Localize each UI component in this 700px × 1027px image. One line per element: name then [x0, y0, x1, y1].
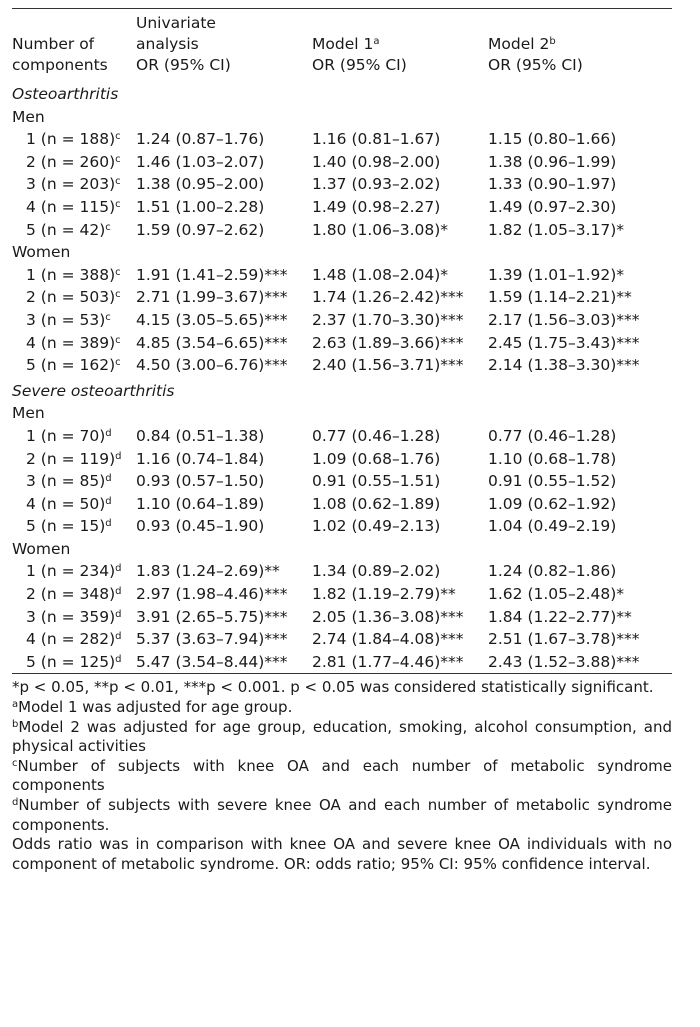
model-2-cell: 2.43 (1.52–3.88)***	[488, 652, 640, 671]
header-number-of-components: Number of components	[12, 35, 108, 74]
model-1-cell: 1.82 (1.19–2.79)**	[312, 585, 456, 604]
components-cell: 4 (n = 115)$^c$	[26, 197, 121, 216]
table-row	[12, 219, 672, 242]
model-1-cell: 1.08 (0.62–1.89)	[312, 494, 441, 513]
table-row	[12, 470, 672, 493]
univariate-cell: 1.38 (0.95–2.00)	[136, 175, 265, 194]
model-1-cell: 1.34 (0.89–2.02)	[312, 562, 441, 581]
header-row	[12, 9, 672, 80]
model-2-cell: 1.59 (1.14–2.21)**	[488, 288, 632, 307]
model-2-cell: 1.62 (1.05–2.48)*	[488, 585, 625, 604]
components-cell: 4 (n = 50)$^d$	[26, 494, 112, 513]
univariate-cell: 4.50 (3.00–6.76)***	[136, 356, 288, 375]
univariate-cell: 1.83 (1.24–2.69)**	[136, 562, 280, 581]
model-2-cell: 1.15 (0.80–1.66)	[488, 130, 617, 149]
model-2-cell: 1.33 (0.90–1.97)	[488, 175, 617, 194]
model-1-cell: 1.49 (0.98–2.27)	[312, 197, 441, 216]
model-1-cell: 1.48 (1.08–2.04)*	[312, 265, 449, 284]
footnote-a: $^a$Model 1 was adjusted for age group.	[12, 698, 293, 717]
model-1-cell: 2.40 (1.56–3.71)***	[312, 356, 464, 375]
table-row	[12, 425, 672, 448]
model-1-cell: 1.02 (0.49–2.13)	[312, 517, 441, 536]
group-row	[12, 106, 672, 129]
components-cell: 5 (n = 42)$^c$	[26, 220, 111, 239]
model-1-cell: 1.80 (1.06–3.08)*	[312, 220, 449, 239]
univariate-cell: 1.51 (1.00–2.28)	[136, 197, 265, 216]
univariate-cell: 5.37 (3.63–7.94)***	[136, 630, 288, 649]
section-row	[12, 80, 672, 106]
components-cell: 2 (n = 503)$^c$	[26, 288, 121, 307]
model-1-cell: 2.37 (1.70–3.30)***	[312, 310, 464, 329]
table-row	[12, 173, 672, 196]
table-row	[12, 448, 672, 471]
table-row	[12, 151, 672, 174]
components-cell: 3 (n = 359)$^d$	[26, 607, 122, 626]
model-2-cell: 2.17 (1.56–3.03)***	[488, 310, 640, 329]
model-1-cell: 0.91 (0.55–1.51)	[312, 472, 441, 491]
model-1-cell: 2.74 (1.84–4.08)***	[312, 630, 464, 649]
table-row	[12, 493, 672, 516]
model-1-cell: 1.40 (0.98–2.00)	[312, 152, 441, 171]
univariate-cell: 0.93 (0.57–1.50)	[136, 472, 265, 491]
header-model-2: Model 2$^b$ OR (95% CI)	[488, 35, 583, 74]
components-cell: 5 (n = 125)$^d$	[26, 652, 122, 671]
footnotes	[12, 678, 672, 874]
model-1-cell: 1.74 (1.26–2.42)***	[312, 288, 464, 307]
components-cell: 2 (n = 260)$^c$	[26, 152, 121, 171]
table-row	[12, 606, 672, 629]
table-row	[12, 354, 672, 377]
univariate-cell: 0.93 (0.45–1.90)	[136, 517, 265, 536]
footnote-b: $^b$Model 2 was adjusted for age group, education, smoking, alcohol consumption, and physical activities	[12, 717, 672, 756]
components-cell: 1 (n = 188)$^c$	[26, 130, 121, 149]
univariate-cell: 2.97 (1.98–4.46)***	[136, 585, 288, 604]
table-row	[12, 651, 672, 674]
univariate-cell: 5.47 (3.54–8.44)***	[136, 652, 288, 671]
model-2-cell: 2.51 (1.67–3.78)***	[488, 630, 640, 649]
components-cell: 1 (n = 388)$^c$	[26, 265, 121, 284]
table-container	[12, 0, 672, 874]
univariate-cell: 1.24 (0.87–1.76)	[136, 130, 265, 149]
table-row	[12, 264, 672, 287]
model-2-cell: 1.49 (0.97–2.30)	[488, 197, 617, 216]
model-2-cell: 2.45 (1.75–3.43)***	[488, 333, 640, 352]
odds-ratio-table	[12, 9, 672, 673]
model-2-cell: 1.39 (1.01–1.92)*	[488, 265, 625, 284]
univariate-cell: 4.85 (3.54–6.65)***	[136, 333, 288, 352]
footnote-d: $^d$Number of subjects with severe knee OA and each number of metabolic syndrome components.	[12, 796, 672, 834]
group-label: Men	[12, 404, 45, 423]
header-model-1: Model 1$^a$ OR (95% CI)	[312, 35, 407, 74]
components-cell: 3 (n = 203)$^c$	[26, 175, 121, 194]
model-2-cell: 1.10 (0.68–1.78)	[488, 449, 617, 468]
model-2-cell: 0.77 (0.46–1.28)	[488, 426, 617, 445]
components-cell: 3 (n = 85)$^d$	[26, 472, 112, 491]
group-row	[12, 241, 672, 264]
model-1-cell: 1.16 (0.81–1.67)	[312, 130, 441, 149]
model-2-cell: 1.38 (0.96–1.99)	[488, 152, 617, 171]
model-2-cell: 1.04 (0.49–2.19)	[488, 517, 617, 536]
univariate-cell: 4.15 (3.05–5.65)***	[136, 310, 288, 329]
footnote-significance: *p < 0.05, **p < 0.01, ***p < 0.001. p < 0.05 was considered statistically significant.	[12, 678, 654, 697]
univariate-cell: 0.84 (0.51–1.38)	[136, 426, 265, 445]
components-cell: 4 (n = 282)$^d$	[26, 630, 122, 649]
model-1-cell: 2.05 (1.36–3.08)***	[312, 607, 464, 626]
univariate-cell: 1.59 (0.97–2.62)	[136, 220, 265, 239]
group-row	[12, 538, 672, 561]
table-row	[12, 286, 672, 309]
components-cell: 1 (n = 70)$^d$	[26, 426, 112, 445]
univariate-cell: 1.16 (0.74–1.84)	[136, 449, 265, 468]
footnote-c: $^c$Number of subjects with knee OA and each number of metabolic syndrome components	[12, 756, 672, 795]
univariate-cell: 1.46 (1.03–2.07)	[136, 152, 265, 171]
univariate-cell: 3.91 (2.65–5.75)***	[136, 607, 288, 626]
header-univariate: Univariate analysis OR (95% CI)	[136, 14, 231, 74]
section-title: Osteoarthritis	[12, 85, 119, 103]
components-cell: 2 (n = 119)$^d$	[26, 449, 122, 468]
group-row	[12, 402, 672, 425]
table-row	[12, 628, 672, 651]
model-1-cell: 0.77 (0.46–1.28)	[312, 426, 441, 445]
footnote-note: Odds ratio was in comparison with knee OA and severe knee OA individuals with no component of metabolic syndrome. OR: odds ratio; 95% CI: 95% confidence interval.	[12, 835, 672, 873]
model-1-cell: 1.37 (0.93–2.02)	[312, 175, 441, 194]
model-1-cell: 2.63 (1.89–3.66)***	[312, 333, 464, 352]
model-2-cell: 0.91 (0.55–1.52)	[488, 472, 617, 491]
table-body	[12, 80, 672, 673]
group-label: Men	[12, 107, 45, 126]
univariate-cell: 1.10 (0.64–1.89)	[136, 494, 265, 513]
table-row	[12, 515, 672, 538]
components-cell: 5 (n = 15)$^d$	[26, 517, 112, 536]
model-2-cell: 1.24 (0.82–1.86)	[488, 562, 617, 581]
section-row	[12, 377, 672, 403]
components-cell: 3 (n = 53)$^c$	[26, 310, 111, 329]
model-1-cell: 1.09 (0.68–1.76)	[312, 449, 441, 468]
table-row	[12, 128, 672, 151]
table-row	[12, 332, 672, 355]
table-row	[12, 196, 672, 219]
univariate-cell: 2.71 (1.99–3.67)***	[136, 288, 288, 307]
model-2-cell: 1.09 (0.62–1.92)	[488, 494, 617, 513]
model-2-cell: 1.82 (1.05–3.17)*	[488, 220, 625, 239]
model-1-cell: 2.81 (1.77–4.46)***	[312, 652, 464, 671]
group-label: Women	[12, 539, 71, 558]
components-cell: 2 (n = 348)$^d$	[26, 585, 122, 604]
table-row	[12, 560, 672, 583]
bottom-rule	[12, 673, 672, 674]
components-cell: 1 (n = 234)$^d$	[26, 562, 122, 581]
model-2-cell: 2.14 (1.38–3.30)***	[488, 356, 640, 375]
components-cell: 4 (n = 389)$^c$	[26, 333, 121, 352]
table-row	[12, 309, 672, 332]
components-cell: 5 (n = 162)$^c$	[26, 356, 121, 375]
model-2-cell: 1.84 (1.22–2.77)**	[488, 607, 632, 626]
table-row	[12, 583, 672, 606]
section-title: Severe osteoarthritis	[12, 381, 175, 400]
univariate-cell: 1.91 (1.41–2.59)***	[136, 265, 288, 284]
group-label: Women	[12, 243, 71, 262]
cropped-caption	[12, 0, 672, 8]
